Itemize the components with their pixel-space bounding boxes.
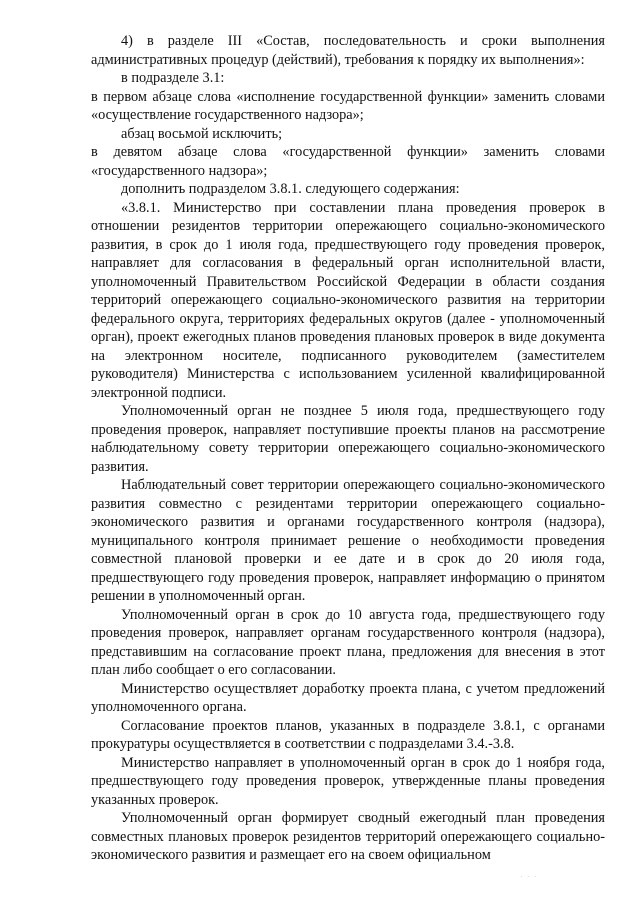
paragraph-subsection-3-1: в подразделе 3.1: [121,70,225,86]
paragraph-section-iii: 4) в разделе III «Состав, последовательность и сроки выполнения административных процедур (действий), требования к порядку их выполнения»: [91,33,605,68]
paragraph-eighth-abzac: абзац восьмой исключить; [121,125,283,142]
paragraph-consolidated-plan: Уполномоченный орган формирует сводный ежегодный план проведения совместных плановых проверок резидентов территорий опережающего социально-экономического развития и размещает его на своем официальном [91,810,605,863]
paragraph-authorized-body-august: Уполномоченный орган в срок до 10 августа года, предшествующего году проведения проверок, направляет органам государственного контроля (надзора), представившим на согласование проект плана, предложения для внесения в этот план либо сообщает о его согласовании. [91,606,605,678]
paragraph-ninth-abzac: в девятом абзаце слова «государственной функции» заменить словами «государственного надзора»; [91,144,605,179]
document-body [91,32,605,865]
paragraph-authorized-body-july: Уполномоченный орган не позднее 5 июля года, предшествующего году проведения проверок, направляет поступившие проекты планов на рассмотрение наблюдательному совету территории опережающего социально-экономического развития. [91,403,605,475]
paragraph-supervisory-board: Наблюдательный совет территории опережающего социально-экономического развития совместно с резидентами территории опережающего социально-экономического развития и органами государственного контроля (надзора), муниципального контроля принимает решение о необходимости проведения совместной плановой проверки и ее дате и в срок до 20 июля года, предшествующего году проведения проверок, направляет информацию о принятом решении в уполномоченный орган. [91,477,605,604]
paragraph-prosecutor-approval: Согласование проектов планов, указанных в подразделе 3.8.1, с органами прокуратуры осуществляется в соответствии с подразделами 3.4.-3.8. [91,717,605,752]
paragraph-add-3-8-1: дополнить подразделом 3.8.1. следующего содержания: [121,181,460,197]
paragraph-ministry-revision: Министерство осуществляет доработку проекта плана, с учетом предложений уполномоченного органа. [91,680,605,715]
scan-artifact: · · · [520,872,538,881]
paragraph-ministry-november: Министерство направляет в уполномоченный орган в срок до 1 ноября года, предшествующего году проведения проверок, утвержденные планы проведения указанных проверок. [91,754,605,808]
paragraph-first-abzac: в первом абзаце слова «исполнение государственной функции» заменить словами «осуществление государственного надзора»; [91,88,605,123]
paragraph-3-8-1: «3.8.1. Министерство при составлении плана проведения проверок в отношении резидентов территории опережающего социально-экономического развития, в срок до 1 июля года, предшествующего году проведения проверок, направляет для согласования в федеральный орган исполнительной власти, уполномоченный Правительством Российской Федерации в области создания территорий опережающего социально-экономического развития на территории федерального округа, территориях федеральных округов (далее - уполномоченный орган), проект ежегодных планов проведения плановых проверок в виде документа на электронном носителе, подписанного руководителем (заместителем руководителя) Министерства с использованием усиленной квалифицированной электронной подписи. [91,199,605,401]
